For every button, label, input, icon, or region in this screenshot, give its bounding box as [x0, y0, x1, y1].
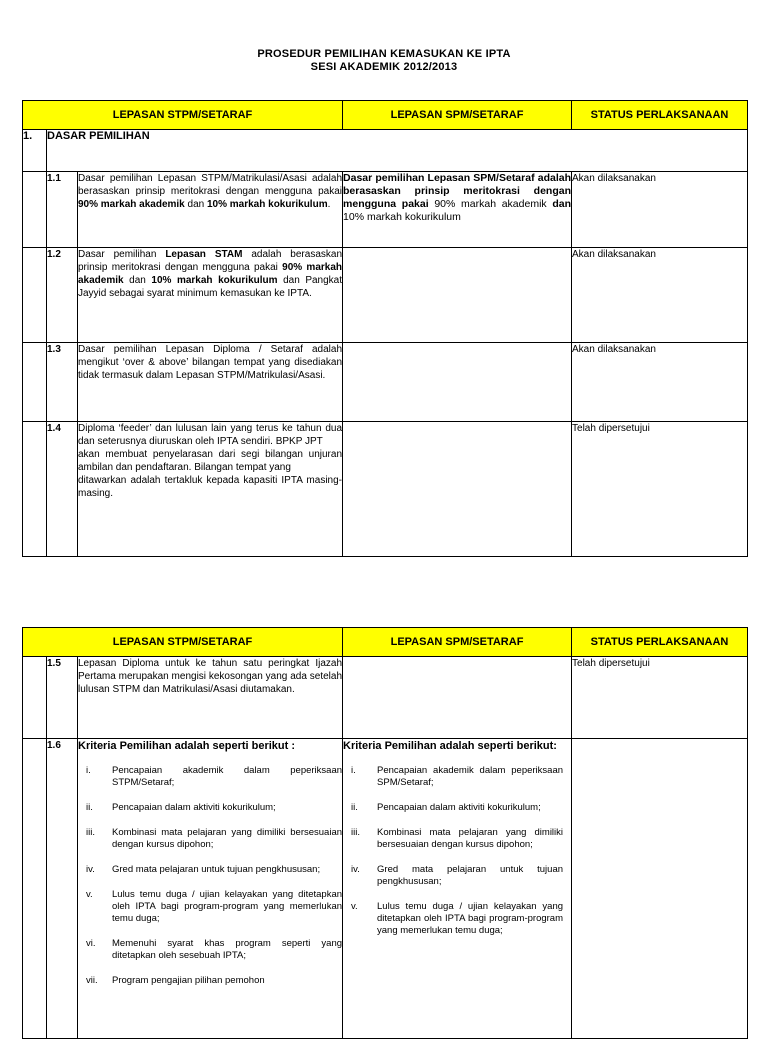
list-item: vi. Memenuhi syarat khas program seperti yang ditetapkan oleh sesebuah IPTA; — [86, 938, 343, 961]
criteria-list — [343, 765, 563, 937]
criteria-title: Kriteria Pemilihan adalah seperti berikut : — [78, 740, 296, 752]
indent-cell — [23, 739, 47, 1039]
criteria-list — [78, 765, 342, 987]
table-row — [23, 172, 748, 248]
status-cell: Telah dipersetujui — [572, 422, 748, 557]
row-number: 1.2 — [47, 248, 78, 343]
list-item: ii. Pencapaian dalam aktiviti kokurikulum; — [351, 802, 541, 813]
list-item: v. Lulus temu duga / ujian kelayakan yang ditetapkan oleh IPTA bagi program-program yang memerlukan temu duga; — [86, 889, 343, 924]
indent-cell — [23, 422, 47, 557]
header-stpm: LEPASAN STPM/SETARAF — [23, 101, 343, 130]
indent-cell — [23, 343, 47, 422]
table-row — [23, 248, 748, 343]
procedure-table-2 — [22, 627, 748, 1039]
header-status: STATUS PERLAKSANAAN — [572, 628, 748, 657]
list-item: ii. Pencapaian dalam aktiviti kokurikulum; — [86, 802, 276, 813]
table-header-row — [23, 628, 748, 657]
header-spm: LEPASAN SPM/SETARAF — [343, 101, 572, 130]
indent-cell — [23, 657, 47, 739]
spm-cell — [343, 248, 572, 343]
spm-cell: Dasar pemilihan Lepasan SPM/Setaraf adalah berasaskan prinsip meritokrasi dengan mengguna pakai 90% markah akademik dan 10% markah kokurikulum — [343, 172, 572, 248]
stpm-cell: Dasar pemilihan Lepasan Diploma / Setaraf adalah mengikut ‘over & above’ bilangan tempat yang disediakan tidak termasuk dalam Lepasan STPM/Matrikulasi/Asasi. — [78, 343, 343, 422]
row-number: 1.3 — [47, 343, 78, 422]
list-item: i. Pencapaian akademik dalam peperiksaan STPM/Setaraf; — [86, 765, 343, 788]
row-number: 1.4 — [47, 422, 78, 557]
table-row — [23, 422, 748, 557]
row-number: 1.6 — [47, 739, 78, 1039]
table-row — [23, 657, 748, 739]
document-subtitle: SESI AKADEMIK 2012/2013 — [310, 61, 458, 73]
list-item: v. Lulus temu duga / ujian kelayakan yang ditetapkan oleh IPTA bagi program-program yang memerlukan temu duga; — [351, 901, 564, 936]
status-cell: Akan dilaksanakan — [572, 172, 748, 248]
indent-cell — [23, 248, 47, 343]
spm-cell — [343, 343, 572, 422]
header-status: STATUS PERLAKSANAAN — [572, 101, 748, 130]
status-cell: Akan dilaksanakan — [572, 248, 748, 343]
list-item: iv. Gred mata pelajaran untuk tujuan pengkhususan; — [351, 864, 564, 887]
stpm-cell — [78, 739, 343, 1039]
stpm-cell: Diploma ‘feeder’ dan lulusan lain yang terus ke tahun dua dan seterusnya diuruskan oleh IPTA sendiri. BPKP JPT akan membuat penyelarasan dari segi bilangan unjuran ambilan dan pendaftaran. Bilangan tempat yang ditawarkan adalah tertakluk kepada kapasiti IPTA masing-masing. — [78, 422, 343, 557]
procedure-table-1 — [22, 100, 748, 557]
spm-cell — [343, 422, 572, 557]
status-cell: Akan dilaksanakan — [572, 343, 748, 422]
row-number: 1.5 — [47, 657, 78, 739]
list-item: iv. Gred mata pelajaran untuk tujuan pengkhususan; — [86, 864, 321, 875]
status-cell: Telah dipersetujui — [572, 657, 748, 739]
header-stpm: LEPASAN STPM/SETARAF — [23, 628, 343, 657]
indent-cell — [23, 172, 47, 248]
stpm-cell: Dasar pemilihan Lepasan STPM/Matrikulasi/Asasi adalah berasaskan prinsip meritokrasi dengan mengguna pakai 90% markah akademik dan 10% markah kokurikulum. — [78, 172, 343, 248]
stpm-cell: Dasar pemilihan Lepasan STAM adalah berasaskan prinsip meritokrasi dengan mengguna pakai 90% markah akademik dan 10% markah kokurikulum dan Pangkat Jayyid sebagai syarat minimum kemasukan ke IPTA. — [78, 248, 343, 343]
list-item: vii. Program pengajian pilihan pemohon — [86, 975, 265, 986]
document-title: PROSEDUR PEMILIHAN KEMASUKAN KE IPTA — [257, 48, 511, 60]
section-title: DASAR PEMILIHAN — [47, 130, 748, 172]
table-header-row — [23, 101, 748, 130]
status-cell — [572, 739, 748, 1039]
spm-cell — [343, 657, 572, 739]
header-spm: LEPASAN SPM/SETARAF — [343, 628, 572, 657]
list-item: iii. Kombinasi mata pelajaran yang dimiliki bersesuaian dengan kursus dipohon; — [351, 827, 564, 850]
row-number: 1.1 — [47, 172, 78, 248]
section-number: 1. — [23, 130, 47, 172]
spm-cell — [343, 739, 572, 1039]
table-row — [23, 343, 748, 422]
list-item: iii. Kombinasi mata pelajaran yang dimiliki bersesuaian dengan kursus dipohon; — [86, 827, 343, 850]
table-row — [23, 739, 748, 1039]
criteria-title: Kriteria Pemilihan adalah seperti berikut: — [343, 740, 557, 752]
list-item: i. Pencapaian akademik dalam peperiksaan SPM/Setaraf; — [351, 765, 564, 788]
stpm-cell: Lepasan Diploma untuk ke tahun satu peringkat Ijazah Pertama merupakan mengisi kekosongan yang ada setelah lulusan STPM dan Matrikulasi/Asasi diutamakan. — [78, 657, 343, 739]
section-row — [23, 130, 748, 172]
